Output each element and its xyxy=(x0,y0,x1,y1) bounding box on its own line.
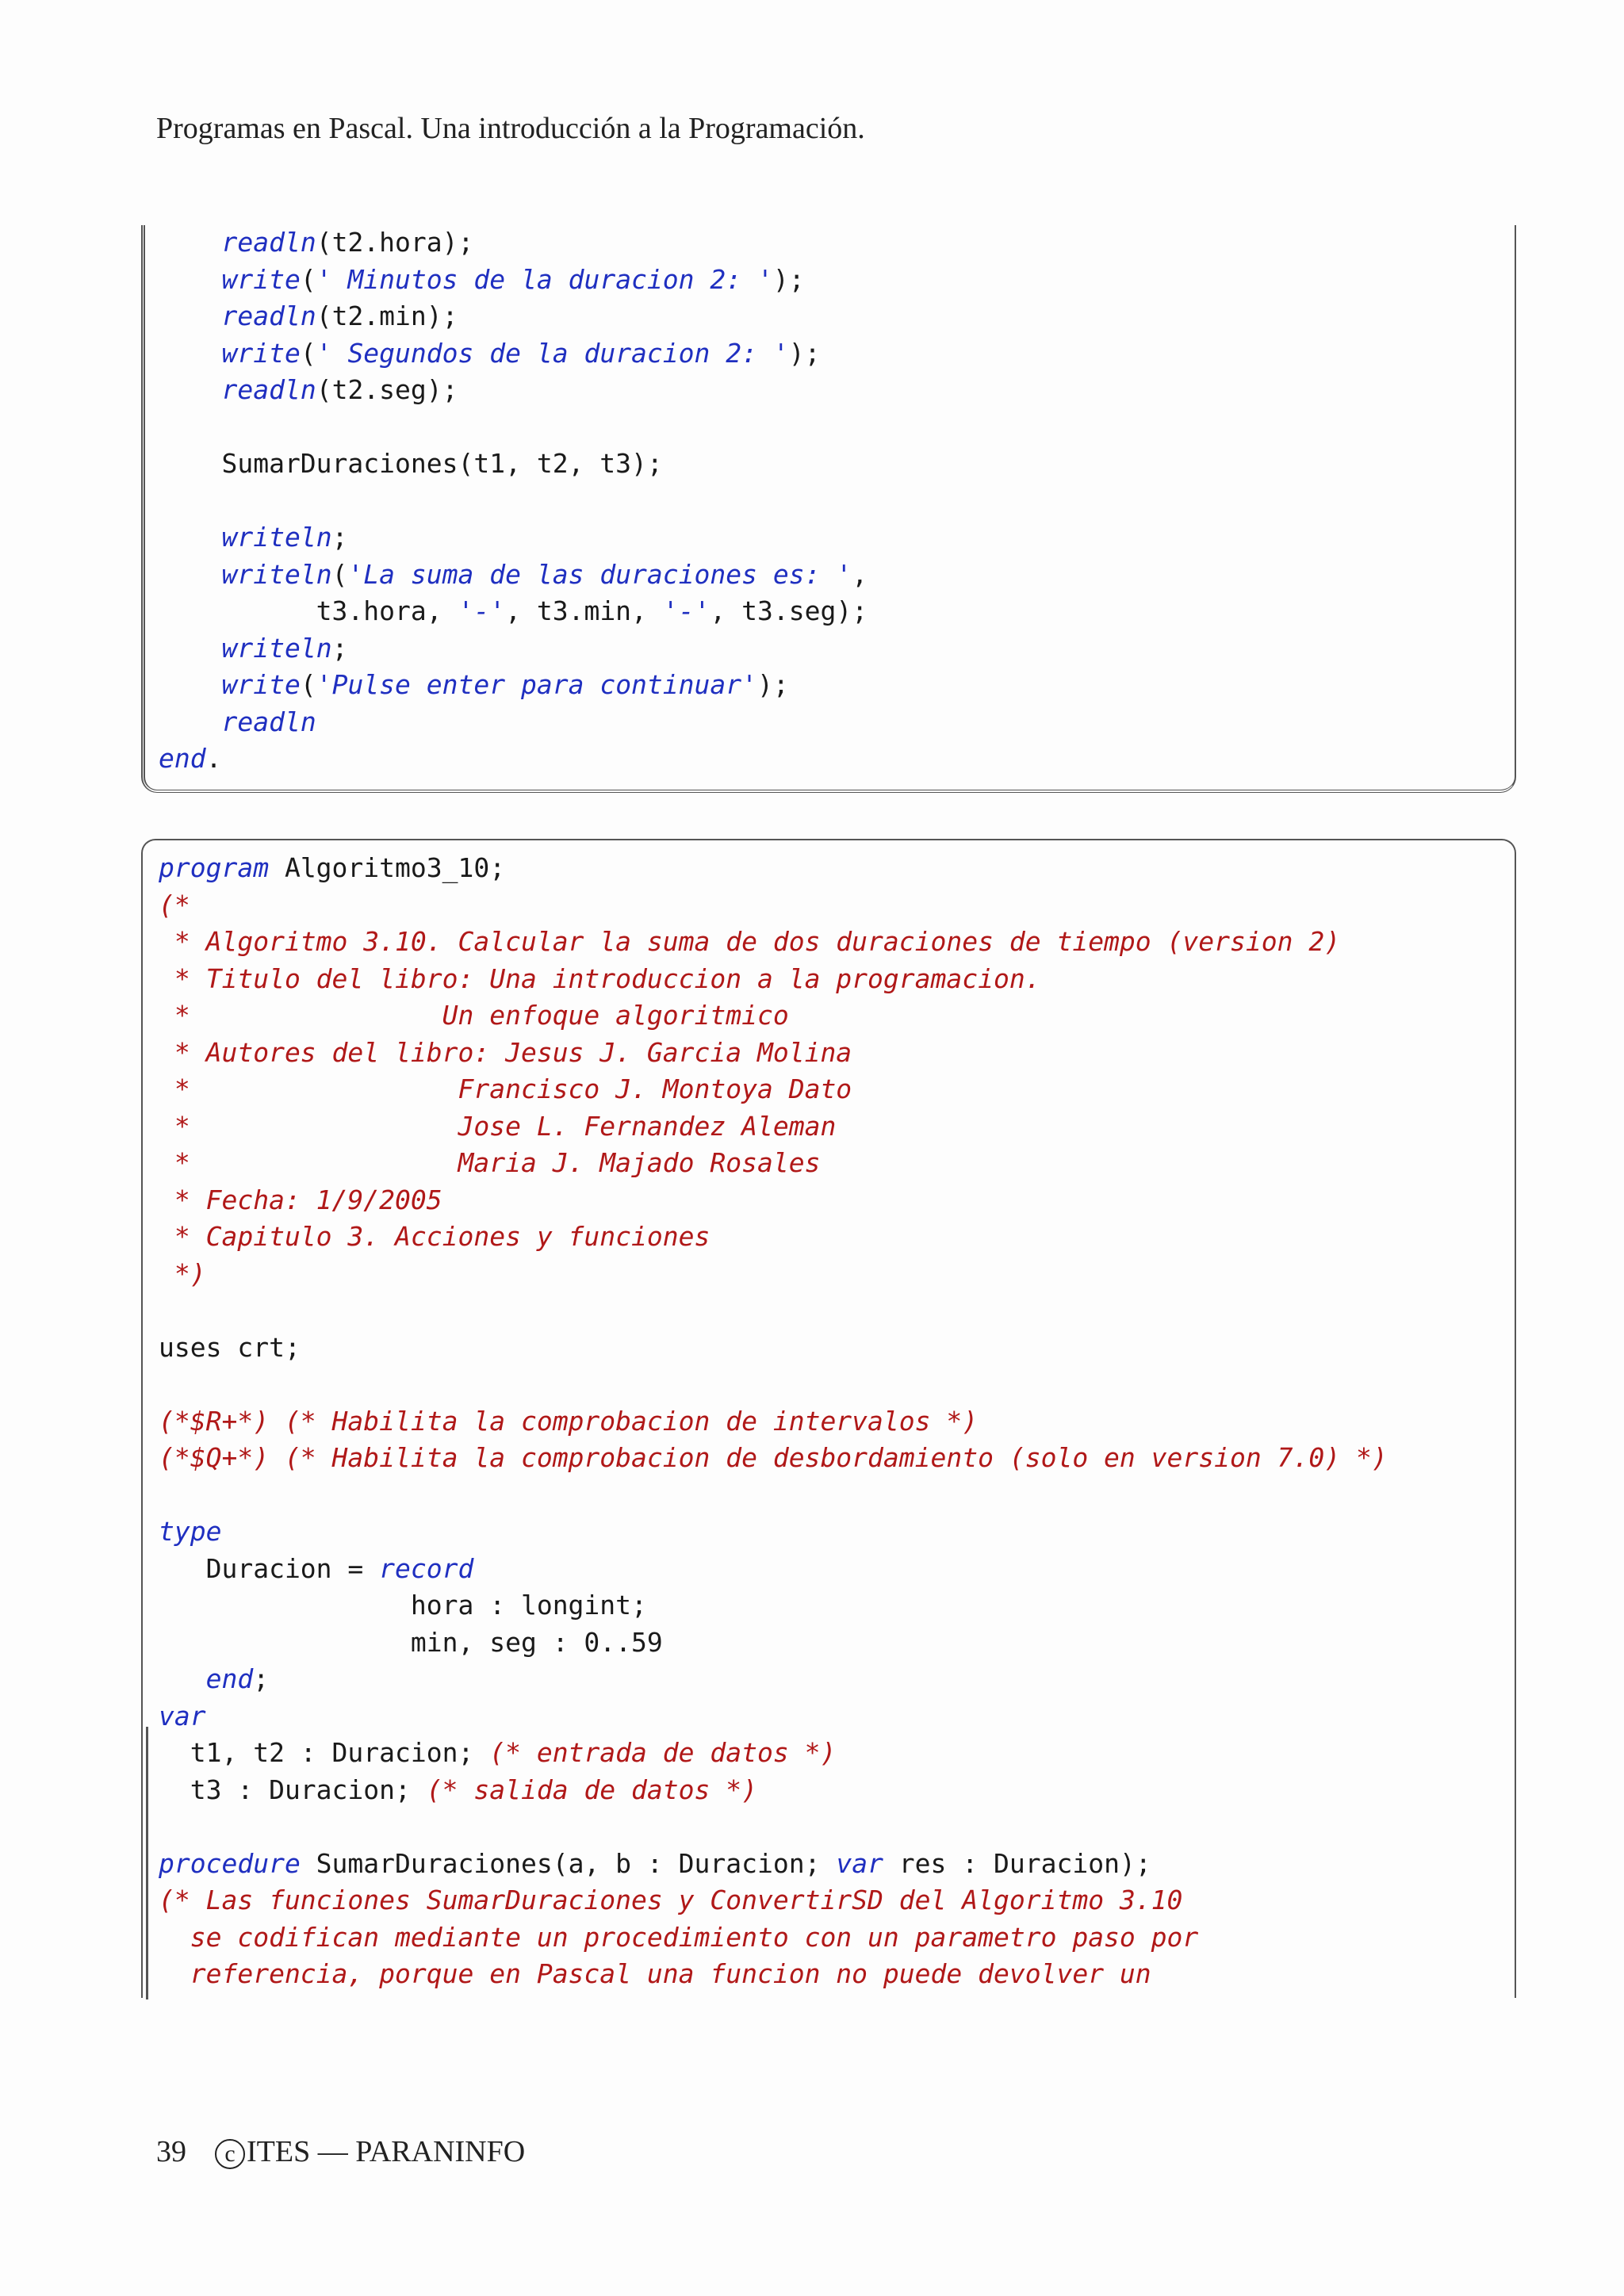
code-comment: * Un enfoque algoritmico xyxy=(159,1000,789,1031)
code-keyword: end xyxy=(205,1663,254,1694)
code-line xyxy=(159,593,868,630)
frame-double-rule xyxy=(146,1727,148,1999)
page-header: Programas en Pascal. Una introducción a la Programación. xyxy=(156,112,865,145)
code-keyword: readln xyxy=(221,374,316,405)
code-line xyxy=(159,704,868,741)
code-string: '-' xyxy=(662,595,710,626)
code-text: ); xyxy=(788,337,821,369)
code-text: ; xyxy=(331,522,348,553)
code-line xyxy=(159,1735,1388,1772)
code-line xyxy=(159,1587,1388,1624)
code-keyword: procedure xyxy=(159,1847,301,1879)
code-line xyxy=(159,1440,1388,1477)
code-comment: (* xyxy=(159,889,190,920)
code-comment: *) xyxy=(159,1257,206,1289)
code-line xyxy=(159,1808,1388,1846)
code-line xyxy=(159,1071,1388,1108)
code-text: (t2.seg); xyxy=(316,374,458,405)
code-line xyxy=(159,1624,1388,1662)
code-line xyxy=(159,1956,1388,1993)
code-text: ( xyxy=(331,558,348,590)
code-comment: * Fecha: 1/9/2005 xyxy=(159,1184,442,1215)
code-line xyxy=(159,1403,1388,1441)
code-block-algoritmo3-10 xyxy=(159,850,1388,1993)
code-line xyxy=(159,1846,1388,1883)
code-text: ; xyxy=(331,632,348,664)
code-text: ; xyxy=(253,1663,270,1694)
code-text: Duracion = xyxy=(159,1552,380,1584)
code-comment: (*$Q+*) (* Habilita la comprobacion de desbordamiento (solo en version 7.0) *) xyxy=(159,1442,1388,1473)
code-comment: (* salida de datos *) xyxy=(426,1774,757,1805)
code-line xyxy=(159,557,868,594)
code-text xyxy=(159,706,221,737)
footer-publisher: ITES — PARANINFO xyxy=(247,2135,526,2168)
code-keyword: var xyxy=(159,1700,206,1732)
code-comment: * Jose L. Fernandez Aleman xyxy=(159,1110,837,1142)
code-line xyxy=(159,372,868,409)
page-footer xyxy=(156,2134,525,2169)
code-line xyxy=(159,1513,1388,1551)
code-keyword: writeln xyxy=(221,632,332,664)
code-keyword: readln xyxy=(221,706,316,737)
code-text: SumarDuraciones(t1, t2, t3); xyxy=(159,448,663,479)
code-string: ' Segundos de la duracion 2: ' xyxy=(316,337,789,369)
code-text: SumarDuraciones(a, b : Duracion; xyxy=(300,1847,837,1879)
code-text: Algoritmo3_10; xyxy=(269,852,506,883)
code-line xyxy=(159,262,868,299)
code-line xyxy=(159,1035,1388,1072)
code-line xyxy=(159,224,868,262)
code-string: ' Minutos de la duracion 2: ' xyxy=(316,263,773,295)
code-line xyxy=(159,1108,1388,1146)
code-text xyxy=(159,1663,206,1694)
code-line xyxy=(159,298,868,335)
code-line xyxy=(159,850,1388,887)
code-text: min, seg : 0..59 xyxy=(159,1626,663,1658)
code-keyword: program xyxy=(159,852,270,883)
code-line xyxy=(159,630,868,668)
code-comment: (* entrada de datos *) xyxy=(489,1737,837,1768)
code-text: hora : longint; xyxy=(159,1590,647,1621)
code-text xyxy=(159,633,221,664)
code-text: , t3.min, xyxy=(505,595,663,626)
code-comment: * Autores del libro: Jesus J. Garcia Molina xyxy=(159,1036,852,1068)
code-line xyxy=(159,1292,1388,1330)
code-line xyxy=(159,1882,1388,1919)
code-comment: (* Las funciones SumarDuraciones y ConvertirSD del Algoritmo 3.10 xyxy=(159,1885,1183,1915)
code-keyword: readln xyxy=(221,300,316,331)
code-block-continued xyxy=(159,224,868,778)
code-text xyxy=(159,559,221,590)
code-text xyxy=(159,300,221,331)
code-comment: (*$R+*) (* Habilita la comprobacion de intervalos *) xyxy=(159,1405,979,1437)
code-keyword: end xyxy=(159,743,206,774)
code-keyword: write xyxy=(221,263,301,295)
code-text xyxy=(159,374,221,405)
code-text: res : Duracion); xyxy=(883,1847,1151,1879)
code-comment: * Maria J. Majado Rosales xyxy=(159,1147,821,1178)
code-keyword: type xyxy=(159,1516,222,1547)
code-line xyxy=(159,1698,1388,1735)
code-comment: referencia, porque en Pascal una funcion no puede devolver un xyxy=(159,1958,1151,1989)
code-text: ( xyxy=(300,337,316,369)
code-keyword: readln xyxy=(221,227,316,258)
code-comment: * Francisco J. Montoya Dato xyxy=(159,1073,852,1104)
code-text: uses crt; xyxy=(159,1331,301,1363)
code-string: '-' xyxy=(458,595,506,626)
code-line xyxy=(159,887,1388,924)
code-comment: * Titulo del libro: Una introduccion a la programacion. xyxy=(159,962,1041,994)
code-line xyxy=(159,1330,1388,1367)
code-text: t3 : Duracion; xyxy=(159,1774,427,1805)
code-line xyxy=(159,997,1388,1035)
code-text: (t2.hora); xyxy=(316,227,474,258)
code-keyword: writeln xyxy=(221,558,332,590)
code-line xyxy=(159,1219,1388,1256)
code-line xyxy=(159,1919,1388,1957)
code-line xyxy=(159,924,1388,961)
code-line xyxy=(159,446,868,483)
code-text xyxy=(159,264,221,295)
code-string: 'La suma de las duraciones es: ' xyxy=(347,558,852,590)
code-text: ); xyxy=(772,263,805,295)
copyright-symbol: c xyxy=(215,2139,245,2169)
code-text: , t3.seg); xyxy=(710,595,868,626)
code-line xyxy=(159,1256,1388,1293)
code-keyword: write xyxy=(221,337,301,369)
code-line xyxy=(159,1661,1388,1698)
code-line xyxy=(159,667,868,704)
code-line xyxy=(159,1145,1388,1182)
code-keyword: write xyxy=(221,669,301,700)
code-line xyxy=(159,409,868,446)
code-comment: se codifican mediante un procedimiento con un parametro paso por xyxy=(159,1921,1199,1953)
code-line xyxy=(159,1182,1388,1219)
code-keyword: var xyxy=(836,1847,883,1879)
code-line xyxy=(159,1477,1388,1514)
code-text: ( xyxy=(300,669,316,700)
code-line xyxy=(159,961,1388,998)
code-line xyxy=(159,335,868,373)
code-line xyxy=(159,1551,1388,1588)
code-text: t3.hora, xyxy=(159,595,458,626)
code-string: 'Pulse enter para continuar' xyxy=(316,669,757,700)
code-text: (t2.min); xyxy=(316,300,458,331)
code-text: t1, t2 : Duracion; xyxy=(159,1737,490,1768)
code-line xyxy=(159,740,868,778)
code-keyword: record xyxy=(379,1552,474,1584)
code-line xyxy=(159,483,868,520)
code-line xyxy=(159,1772,1388,1809)
page-number: 39 xyxy=(156,2135,186,2168)
code-text xyxy=(159,669,221,700)
code-text: . xyxy=(205,743,222,774)
code-line xyxy=(159,519,868,557)
code-comment: * Capitulo 3. Acciones y funciones xyxy=(159,1221,710,1252)
code-text xyxy=(159,227,221,258)
code-line xyxy=(159,1366,1388,1403)
code-text: ( xyxy=(300,263,316,295)
code-text xyxy=(159,338,221,369)
code-keyword: writeln xyxy=(221,522,332,553)
code-text xyxy=(159,522,221,553)
code-text: ); xyxy=(757,669,789,700)
code-text: , xyxy=(852,558,868,590)
code-comment: * Algoritmo 3.10. Calcular la suma de dos duraciones de tiempo (version 2) xyxy=(159,926,1341,957)
